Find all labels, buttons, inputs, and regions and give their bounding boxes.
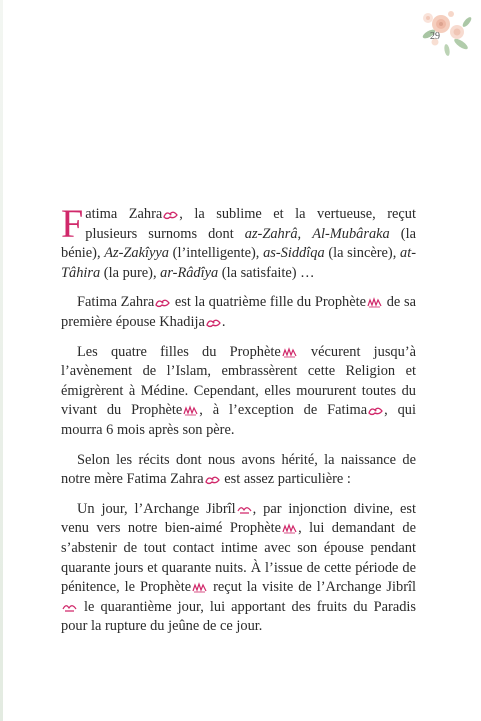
honorific-glyph-icon xyxy=(205,474,220,485)
drop-cap: F xyxy=(61,201,84,246)
text-run: Les quatre filles du Prophète xyxy=(77,343,281,360)
nickname: Az-Zakîyya xyxy=(104,245,169,262)
honorific-glyph-icon xyxy=(183,405,198,416)
text-run: (la bénie), xyxy=(61,225,416,262)
text-run: , qui mourra 6 mois après son père. xyxy=(61,402,416,438)
paragraph-5 xyxy=(61,500,416,637)
text-run: reçut la visite de l’Archange Jibrîl xyxy=(208,579,417,596)
text-run: Un jour, l’Archange Jibrîl xyxy=(77,500,236,517)
honorific-glyph-icon xyxy=(237,504,252,515)
text-run: atima Zahra xyxy=(85,206,163,222)
text-run: , lui demandant de s’abstenir de tout contact intime avec son épouse pendant quarante jours et quarante nuits. À l’issue de cette période de pénitence, le Prophète xyxy=(61,520,416,596)
text-run: (la satisfaite) … xyxy=(218,264,315,281)
text-run: , xyxy=(297,225,313,242)
honorific-glyph-icon xyxy=(163,209,178,220)
honorific-glyph-icon xyxy=(206,317,221,328)
text-run: Selon les récits dont nous avons hérité, la naissance de notre mère Fatima Zahra xyxy=(61,451,416,488)
honorific-glyph-icon xyxy=(368,405,383,416)
nickname: at-Tâhira xyxy=(61,245,417,281)
text-run: est la quatrième fille du Prophète xyxy=(171,294,367,311)
nickname: Al-Mubâraka xyxy=(312,225,390,242)
honorific-glyph-icon xyxy=(282,523,297,534)
text-run: est assez particulière : xyxy=(220,471,351,488)
paragraph-3 xyxy=(61,343,416,441)
page-number: 29 xyxy=(430,31,440,42)
text-run: . xyxy=(221,313,226,330)
paragraph-4 xyxy=(61,451,416,490)
honorific-glyph-icon xyxy=(155,297,170,308)
honorific-glyph-icon xyxy=(192,582,207,593)
nickname: ar-Râdîya xyxy=(160,264,219,281)
nickname: az-Zahrâ xyxy=(244,225,298,242)
text-run: (l’intelligente), xyxy=(169,245,264,262)
page-edge xyxy=(0,0,3,721)
text-run: (la sincère), xyxy=(324,245,401,262)
text-run: le quarantième jour, lui apportant des fruits du Paradis pour la rupture du jeûne de ce jour. xyxy=(61,598,416,635)
text-run: Fatima Zahra xyxy=(77,294,155,311)
text-run: , par injonction divine, est venu vers notre bien-aimé Prophète xyxy=(61,500,416,537)
paragraph-2 xyxy=(61,293,416,332)
text-run: vécurent jusqu’à l’avènement de l’Islam, embrassèrent cette Religion et émigrèrent à Médine. Cependant, elles moururent toutes du vivant du Prophète xyxy=(61,343,416,419)
flower-ornament-icon xyxy=(417,4,475,58)
text-run: , à l’exception de Fatima xyxy=(199,402,368,419)
honorific-glyph-icon xyxy=(282,347,297,358)
text-run: (la pure), xyxy=(100,264,161,281)
honorific-glyph-icon xyxy=(62,602,77,613)
paragraph-1 xyxy=(61,201,417,283)
nickname: as-Siddîqa xyxy=(263,245,325,262)
text-run: de sa première épouse Khadija xyxy=(61,294,416,330)
honorific-glyph-icon xyxy=(367,297,382,308)
text-run: , la sublime et la vertueuse, reçut plusieurs surnoms dont xyxy=(85,206,417,242)
text-body xyxy=(61,201,417,647)
